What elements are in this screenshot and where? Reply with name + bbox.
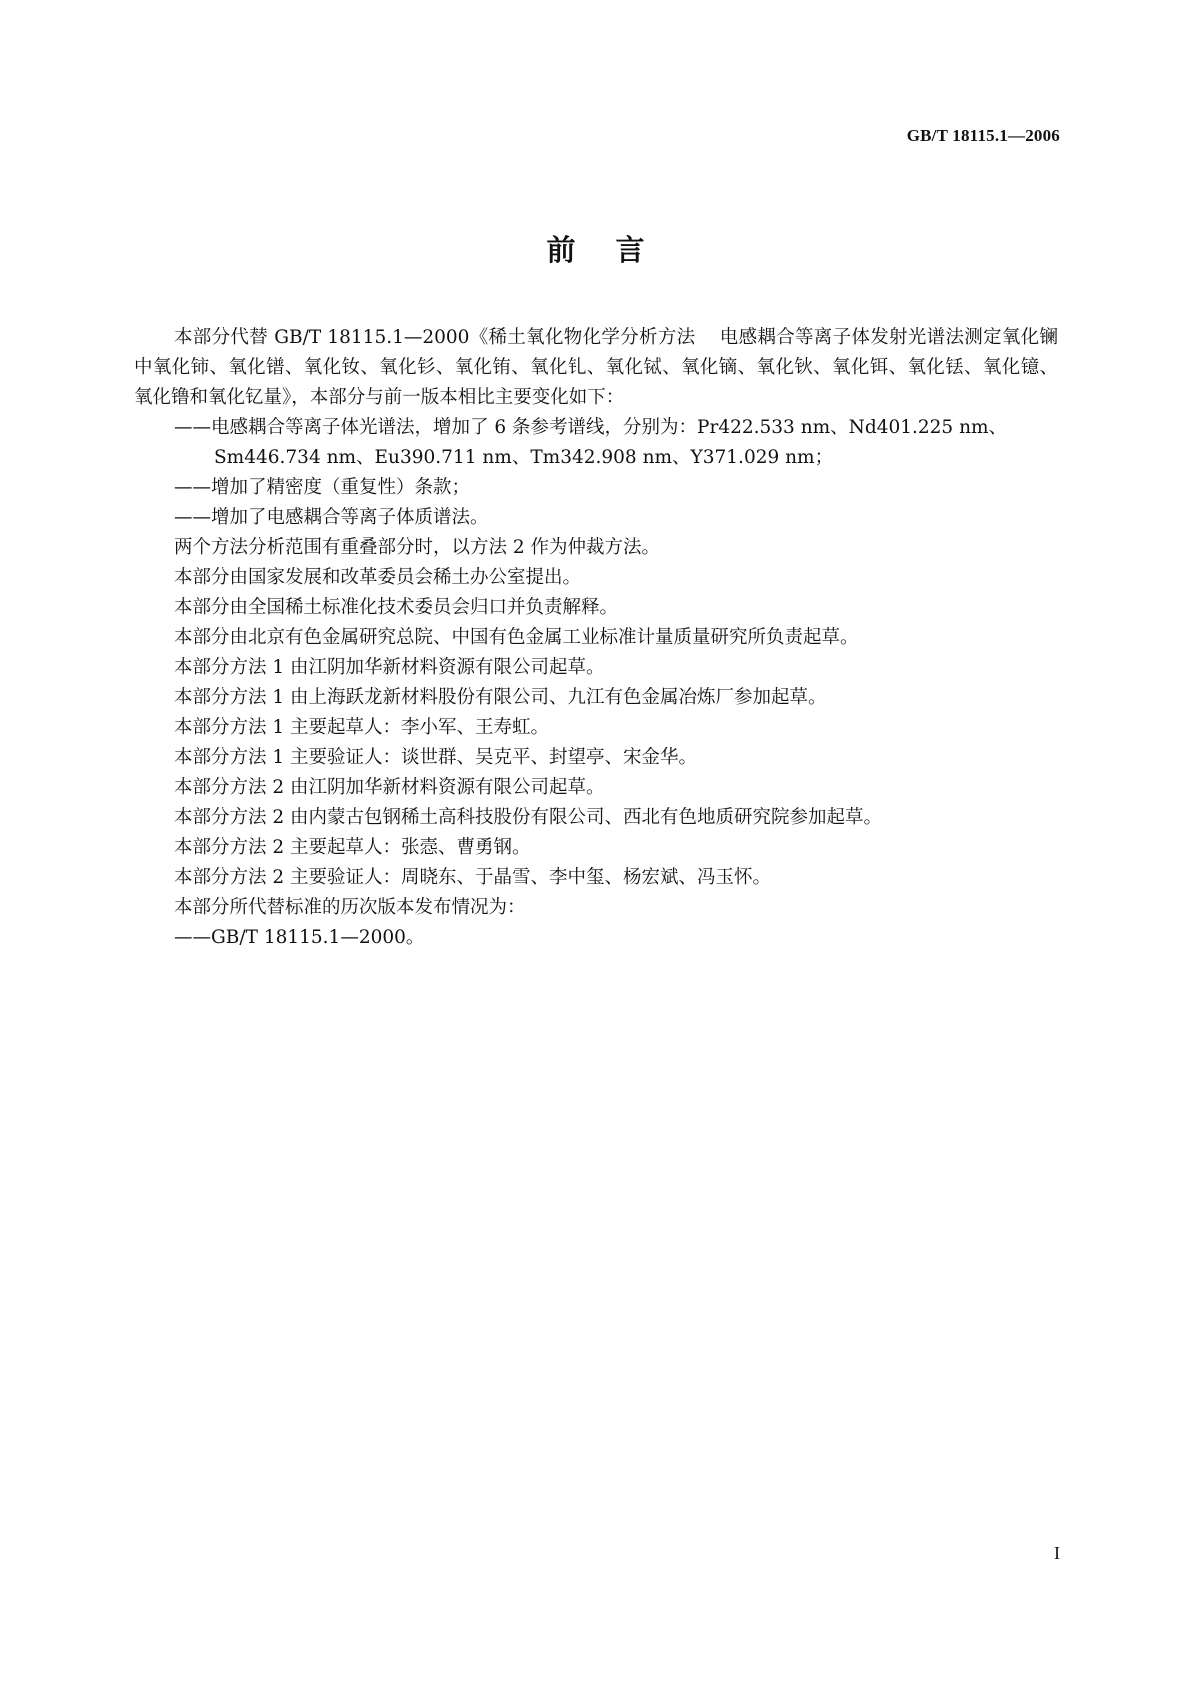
paragraph: 本部分由国家发展和改革委员会稀土办公室提出。: [174, 567, 582, 588]
change-item: ——增加了电感耦合等离子体质谱法。: [174, 507, 489, 528]
page-number: I: [1054, 1543, 1060, 1563]
intro-paragraph: [134, 323, 1058, 413]
paragraph: 本部分方法 2 由内蒙古包钢稀土高科技股份有限公司、西北有色地质研究院参加起草。: [174, 807, 883, 828]
change-item: ——增加了精密度（重复性）条款；: [174, 477, 471, 498]
paragraph: 本部分方法 2 由江阴加华新材料资源有限公司起草。: [174, 777, 605, 798]
paragraph: 本部分所代替标准的历次版本发布情况为：: [174, 897, 526, 918]
paragraph: 两个方法分析范围有重叠部分时，以方法 2 作为仲裁方法。: [174, 537, 661, 558]
page-title: 前言: [546, 233, 685, 267]
paragraph: 本部分方法 1 主要验证人：谈世群、吴克平、封望亭、宋金华。: [174, 747, 698, 768]
paragraph: 本部分方法 1 主要起草人：李小军、王寿虹。: [174, 717, 550, 738]
intro-text-part2: 电感耦合等离子体发射光谱法测定氧化镧中氧化铈、氧化镨、氧化钕、氧化钐、氧化铕、氧化钆、氧化铽、氧化镝、氧化钬、氧化铒、氧化铥、氧化镱、氧化镥和氧化钇量》，本部分与前一版本相比主要变化如下：: [134, 327, 1058, 408]
paragraph: 本部分方法 2 主要起草人：张悫、曹勇钢。: [174, 837, 531, 858]
paragraph: 本部分方法 2 主要验证人：周晓东、于晶雪、李中玺、杨宏斌、冯玉怀。: [174, 867, 772, 888]
change-item: ——电感耦合等离子体光谱法，增加了 6 条参考谱线，分别为：Pr422.533 nm、Nd401.225 nm、: [174, 417, 1008, 438]
paragraph: 本部分由全国稀土标准化技术委员会归口并负责解释。: [174, 597, 619, 618]
intro-text-part1: 本部分代替 GB/T 18115.1—2000《稀土氧化物化学分析方法: [174, 327, 696, 348]
history-item: ——GB/T 18115.1—2000。: [174, 927, 425, 948]
standard-number: GB/T 18115.1—2006: [906, 126, 1060, 145]
change-item-continuation: Sm446.734 nm、Eu390.711 nm、Tm342.908 nm、Y371.029 nm；: [214, 447, 834, 468]
paragraph: 本部分方法 1 由上海跃龙新材料股份有限公司、九江有色金属冶炼厂参加起草。: [174, 687, 827, 708]
document-body: [134, 323, 1058, 953]
paragraph: 本部分由北京有色金属研究总院、中国有色金属工业标准计量质量研究所负责起草。: [174, 627, 859, 648]
paragraph: 本部分方法 1 由江阴加华新材料资源有限公司起草。: [174, 657, 605, 678]
